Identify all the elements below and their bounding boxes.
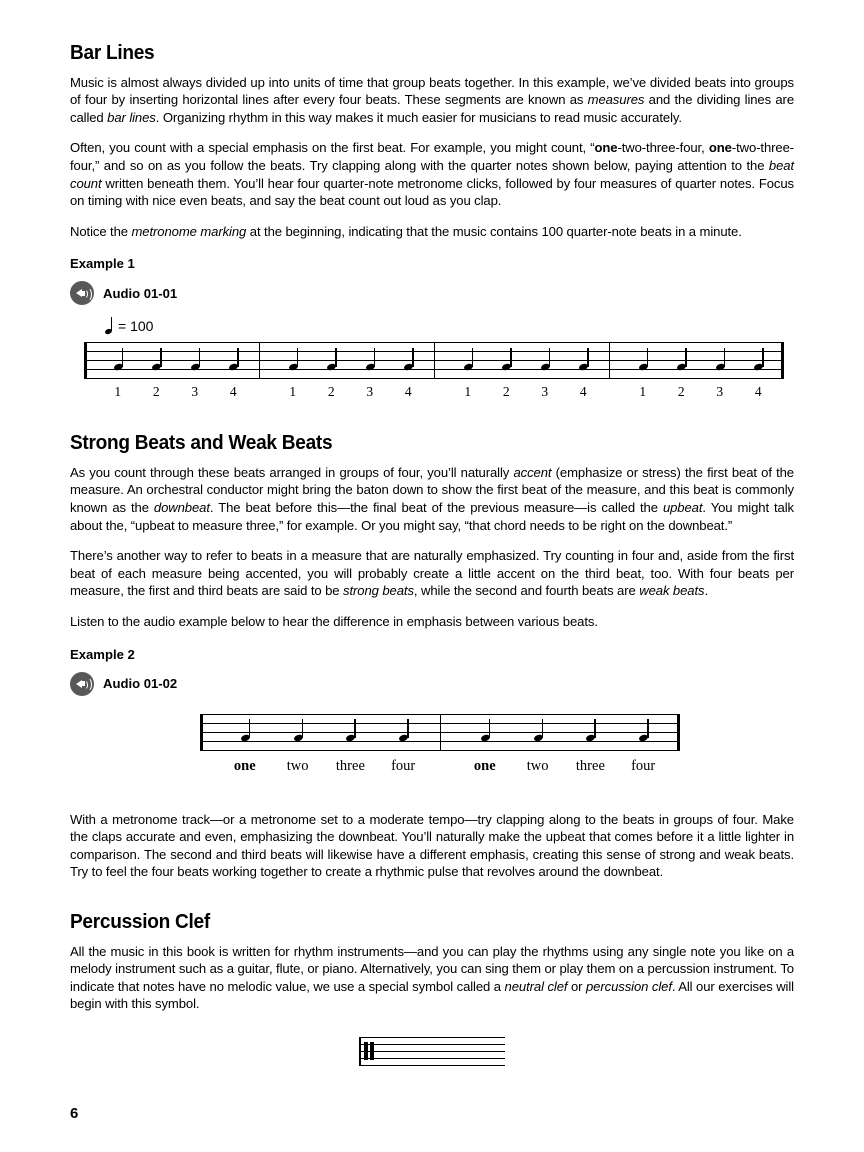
quarter-note <box>481 720 492 742</box>
quarter-note <box>191 348 202 370</box>
beat-count-row <box>84 384 784 402</box>
quarter-note <box>464 348 475 370</box>
beat-label: 4 <box>404 384 412 400</box>
quarter-note <box>399 720 410 742</box>
beat-label: four <box>391 757 416 774</box>
section-title-strong-weak-beats: Strong Beats and Weak Beats <box>70 431 333 455</box>
paragraph: Notice the metronome marking at the beginning, indicating that the music contains 100 quarter-note beats in a minute. <box>70 223 742 239</box>
quarter-note <box>639 720 650 742</box>
staff <box>200 712 680 752</box>
quarter-note <box>366 348 377 370</box>
quarter-note <box>229 348 240 370</box>
speaker-icon[interactable] <box>70 672 94 696</box>
beat-label: 1 <box>114 384 122 400</box>
beat-label: 2 <box>152 384 160 400</box>
beat-label: 4 <box>579 384 587 400</box>
beat-label: three <box>575 757 605 774</box>
quarter-note <box>404 348 415 370</box>
beat-label: one <box>473 757 496 774</box>
beat-label: three <box>335 757 365 774</box>
percussion-clef-staff <box>359 1035 505 1067</box>
quarter-note <box>114 348 125 370</box>
beat-label: four <box>631 757 656 774</box>
quarter-note <box>346 720 357 742</box>
beat-label: 2 <box>502 384 510 400</box>
paragraph: As you count through these beats arranged in groups of four, you’ll naturally accent (emphasize or stress) the first beat of the measure. An orchestral conductor might bring the baton down to show the first beat of the measure, and this beat is commonly known as the downbeat. The beat before this—the final beat of the previous measure—is called the upbeat. You might talk about the, “upbeat to measure three,” for example. Or you might say, “that chord needs to be right on the downbeat.” <box>70 464 794 533</box>
beat-label: 1 <box>464 384 472 400</box>
staff-line <box>359 1051 505 1052</box>
staff-line <box>359 1044 505 1045</box>
quarter-note <box>579 348 590 370</box>
beat-label: 2 <box>327 384 335 400</box>
audio-label: Audio 01-02 <box>103 676 178 692</box>
quarter-note <box>754 348 765 370</box>
example-1-label: Example 1 <box>70 256 135 272</box>
bar-line <box>677 714 680 750</box>
staff-line <box>359 1058 505 1059</box>
bar-line <box>434 342 435 378</box>
beat-label: 3 <box>541 384 549 400</box>
paragraph: Music is almost always divided up into units of time that group beats together. In this example, we’ve divided beats into groups of four by inserting horizontal lines after every four beats. These segments are known as measures and the dividing lines are called bar lines. Organizing rhythm in this way makes it much easier for musicians to read music accurately. <box>70 74 794 125</box>
quarter-note <box>677 348 688 370</box>
beat-label: 1 <box>639 384 647 400</box>
beat-label: 1 <box>289 384 297 400</box>
bar-line <box>84 342 87 378</box>
staff-line <box>84 378 784 379</box>
quarter-note <box>639 348 650 370</box>
quarter-note <box>152 348 163 370</box>
section-title-percussion-clef: Percussion Clef <box>70 909 210 933</box>
staff-line <box>359 1037 505 1038</box>
example-2-label: Example 2 <box>70 646 135 662</box>
paragraph: All the music in this book is written for rhythm instruments—and you can play the rhythms using any single note you like on a melody instrument such as a guitar, flute, or piano. Alternatively, you can sing them or play them on a percussion instrument. To indicate that notes have no melodic value, we use a special symbol called a neutral clef or percussion clef. All our exercises will begin with this symbol. <box>70 943 794 1012</box>
beat-words-row <box>200 758 680 776</box>
beat-label: one <box>233 757 256 774</box>
quarter-note <box>289 348 300 370</box>
audio-row-01-01[interactable] <box>70 281 794 305</box>
bar-line <box>609 342 610 378</box>
beat-label: 4 <box>229 384 237 400</box>
bar-line <box>440 714 441 750</box>
staff-line <box>200 750 680 751</box>
quarter-note <box>534 720 545 742</box>
example-1-staff-system <box>84 340 784 402</box>
quarter-note <box>241 720 252 742</box>
quarter-note-icon <box>105 317 115 334</box>
paragraph: Listen to the audio example below to hear the difference in emphasis between various beats. <box>70 614 598 629</box>
staff-line <box>359 1065 505 1066</box>
bar-line <box>259 342 260 378</box>
beat-label: two <box>286 757 309 774</box>
paragraph: With a metronome track—or a metronome set to a moderate tempo—try clapping along to the beats in groups of four. Make the claps accurate and even, emphasizing the downbeat. You’ll naturally make the upbeat that comes before it a little lighter in comparison. The second and third beats will likewise have a different emphasis, creating this sense of strong and weak beats. Try to feel the four beats working together to create a rhythmic pulse that revolves around the downbeat. <box>70 811 794 880</box>
quarter-note <box>586 720 597 742</box>
audio-row-01-02[interactable] <box>70 672 794 696</box>
quarter-note <box>327 348 338 370</box>
quarter-note <box>541 348 552 370</box>
beat-label: two <box>526 757 549 774</box>
example-2-staff-system <box>200 712 680 776</box>
speaker-icon[interactable] <box>70 281 94 305</box>
quarter-note <box>294 720 305 742</box>
audio-label: Audio 01-01 <box>103 285 178 301</box>
quarter-note <box>502 348 513 370</box>
beat-label: 3 <box>716 384 724 400</box>
beat-label: 3 <box>366 384 374 400</box>
beat-label: 2 <box>677 384 685 400</box>
bar-line <box>200 714 203 750</box>
bar-line <box>781 342 784 378</box>
paragraph: There’s another way to refer to beats in a measure that are naturally emphasized. Try counting in four and, aside from the first beat of each measure being accented, you will probably create a little accent on the third beat, too. With four beats per measure, the first and third beats are said to be strong beats, while the second and fourth beats are weak beats. <box>70 548 794 599</box>
tempo-value: = 100 <box>118 317 154 334</box>
section-title-bar-lines: Bar Lines <box>70 41 155 64</box>
page-number: 6 <box>70 1105 79 1122</box>
tempo-marking <box>105 317 794 334</box>
quarter-note <box>716 348 727 370</box>
paragraph: Often, you count with a special emphasis on the first beat. For example, you might count, “one-two-three-four, one-two-three-four,” and so on as you follow the beats. Try clapping along with the quarter notes shown below, paying attention to the beat count written beneath them. You’ll hear four quarter-note metronome clicks, followed by four measures of quarter notes. Focus on timing with nice even beats, and say the beat count out loud as you clap. <box>70 140 795 209</box>
beat-label: 3 <box>191 384 199 400</box>
beat-label: 4 <box>754 384 762 400</box>
staff <box>84 340 784 380</box>
